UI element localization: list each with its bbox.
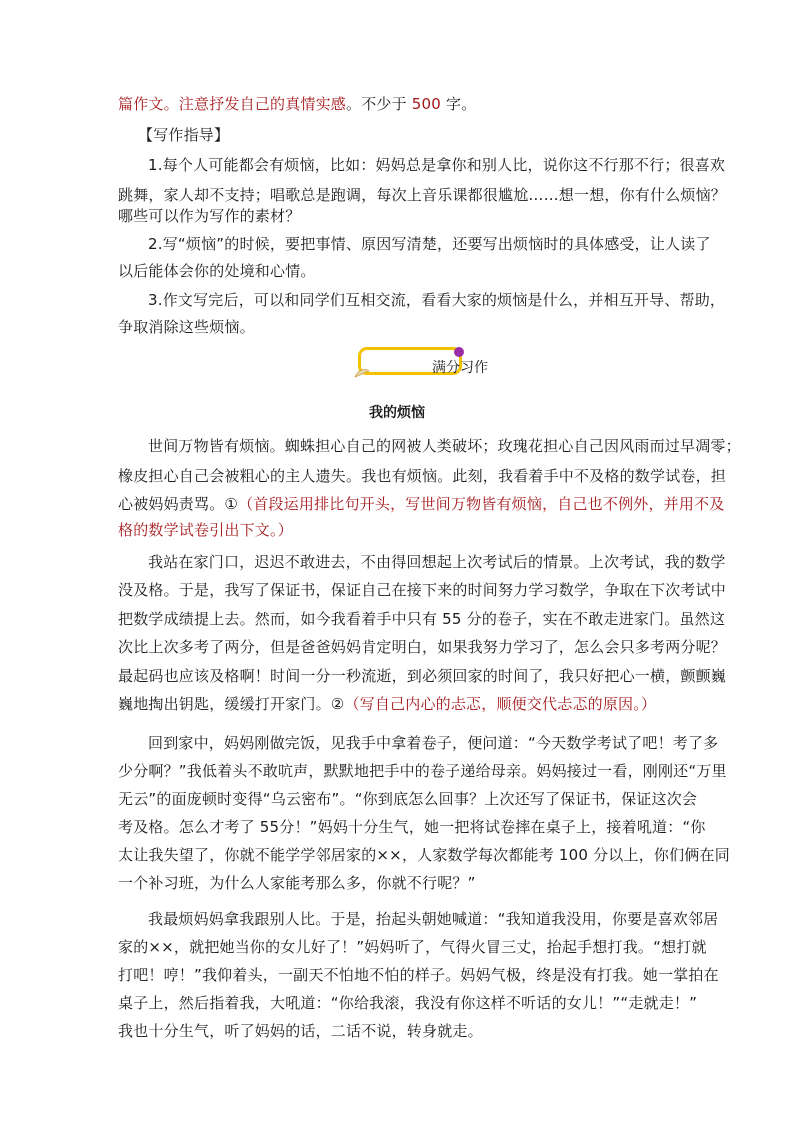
badge-dot-icon — [454, 347, 464, 357]
guide-p1-line: 哪些可以作为写作的素材？ — [118, 207, 301, 225]
intro-text-3: 字。 — [441, 95, 477, 113]
annotation: 格的数学试卷引出下文。） — [118, 521, 293, 539]
guide-p1-line: 跳舞，家人却不支持；唱歌总是跑调，每次上音乐课都很尴尬……想一想，你有什么烦恼？ — [118, 186, 727, 204]
guide-heading: 【写作指导】 — [138, 126, 230, 144]
essay-p2-line: 次比上次多考了两分，但是爸爸妈妈肯定明白，如果我努力学习了，怎么会只多考两分呢？ — [118, 638, 727, 656]
essay-p3-line: 太让我失望了，你就不能学学邻居家的××，人家数学每次都能考 100 分以上，你们俩在同 — [118, 846, 730, 864]
essay-p4-line: 我也十分生气，听了妈妈的话，二话不说，转身就走。 — [118, 1022, 483, 1040]
intro-line — [118, 94, 476, 114]
guide-p3-line: 3.作文写完后，可以和同学们互相交流，看看大家的烦恼是什么，并相互开导、帮助， — [148, 291, 726, 309]
annotation: （写自己内心的忐忑，顺便交代忐忑的原因。） — [344, 695, 657, 713]
guide-p3-line: 争取消除这些烦恼。 — [118, 318, 255, 336]
intro-text: 篇作文。注意抒发自己的 — [118, 95, 286, 113]
section-badge — [354, 345, 488, 381]
intro-word-count: 500 — [411, 95, 442, 113]
essay-p2-line: 最起码也应该及格啊！时间一分一秒流逝，到必须回家的时间了，我只好把心一横，颤颤巍 — [118, 667, 727, 685]
annotation: （首段运用排比句开头，写世间万物皆有烦恼，自己也不例外，并用不及 — [238, 495, 725, 513]
essay-p4-line: 桌子上，然后指着我，大吼道：“你给我滚，我没有你这样不听话的女儿！”“走就走！” — [118, 994, 698, 1012]
essay-p1-line — [118, 520, 293, 540]
essay-p2-line: 把数学成绩提上去。然而，如今我看着手中只有 55 分的卷子，实在不敢走进家门。虽然这 — [118, 610, 726, 628]
essay-p4-line: 我最烦妈妈拿我跟别人比。于是，抬起头朝她喊道：“我知道我没用，你要是喜欢邻居 — [148, 910, 719, 928]
guide-p1-line: 1.每个人可能都会有烦恼，比如：妈妈总是拿你和别人比，说你这不行那不行；很喜欢 — [148, 156, 726, 174]
essay-p1-line: 世间万物皆有烦恼。蜘蛛担心自己的网被人类破坏；玫瑰花担心自己因风雨而过早凋零； — [148, 437, 741, 455]
intro-text-2: 。不少于 — [346, 95, 412, 113]
essay-p3-line: 回到家中，妈妈刚做完饭，见我手中拿着卷子，便问道：“今天数学考试了吧！考了多 — [148, 734, 719, 752]
essay-title: 我的烦恼 — [369, 405, 425, 421]
essay-p3-line: 考及格。怎么才考了 55分！”妈妈十分生气，她一把将试卷摔在桌子上，接着吼道：“你 — [118, 818, 706, 836]
badge-label: 满分习作 — [432, 360, 488, 376]
essay-p4-line: 打吧！哼！”我仰着头，一副天不怕地不怕的样子。妈妈气极，终是没有打我。她一掌拍在 — [118, 966, 719, 984]
guide-p2-line: 以后能体会你的处境和心情。 — [118, 262, 316, 280]
essay-p3-line: 一个补习班，为什么人家能考那么多，你就不行呢？” — [118, 874, 476, 892]
essay-p2-line: 我站在家门口，迟迟不敢进去，不由得回想起上次考试后的情景。上次考试，我的数学 — [148, 553, 726, 571]
leaf-icon — [354, 367, 370, 379]
essay-p3-line: 无云”的面庞顿时变得“乌云密布”。“你到底怎么回事？上次还写了保证书，保证这次会 — [118, 790, 698, 808]
essay-p3-line: 少分啊？”我低着头不敢吭声，默默地把手中的卷子递给母亲。妈妈接过一看，刚刚还“万里 — [118, 762, 727, 780]
guide-p2-line: 2.写“烦恼”的时候，要把事情、原因写清楚，还要写出烦恼时的具体感受，让人读了 — [148, 235, 711, 253]
essay-p4-line: 家的××，就把她当你的女儿好了！”妈妈听了，气得火冒三丈，抬起手想打我。“想打就 — [118, 938, 707, 956]
essay-p2-line: 没及格。于是，我写了保证书，保证自己在接下来的时间努力学习数学，争取在下次考试中 — [118, 581, 727, 599]
essay-p1-line: 橡皮担心自己会被粗心的主人遗失。我也有烦恼。此刻，我看着手中不及格的数学试卷，担 — [118, 467, 727, 485]
essay-p1-line: 心被妈妈责骂。①（首段运用排比句开头，写世间万物皆有烦恼，自己也不例外，并用不及 — [118, 495, 725, 513]
intro-emphasis: 真情实感 — [285, 95, 347, 113]
essay-p2-line: 巍地掏出钥匙，缓缓打开家门。②（写自己内心的忐忑，顺便交代忐忑的原因。） — [118, 695, 657, 713]
